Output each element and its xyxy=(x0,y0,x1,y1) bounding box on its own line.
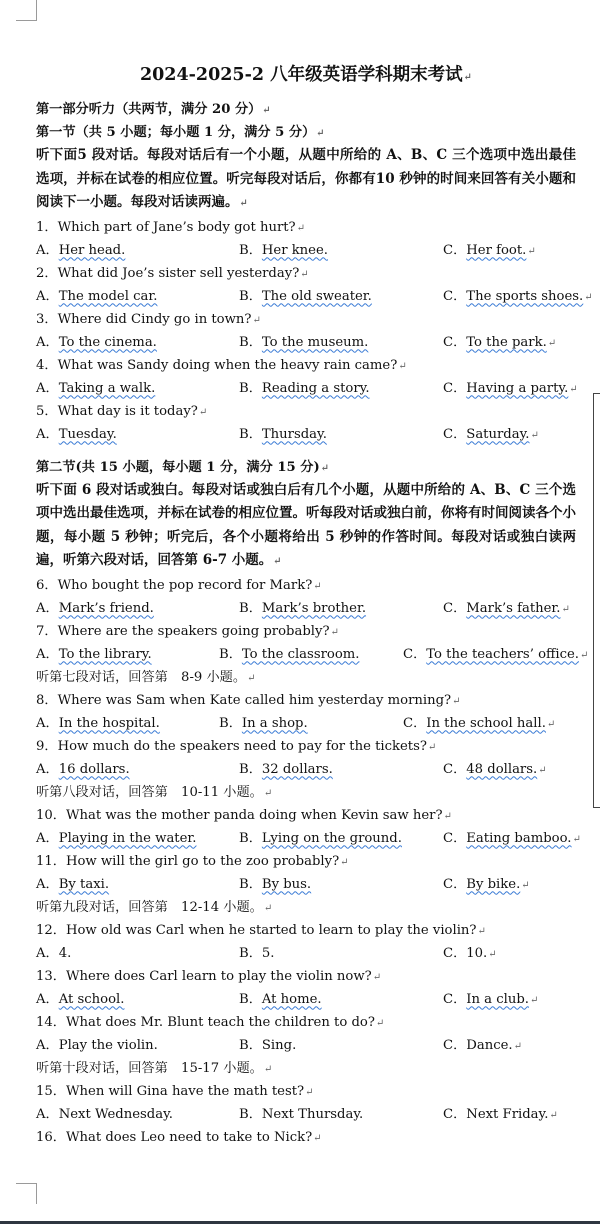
option-letter: C． xyxy=(443,991,467,1007)
question-text: What was Sandy doing when the heavy rain came? xyxy=(57,357,398,373)
option-text: Play the violin. xyxy=(58,1037,158,1053)
option-letter: C． xyxy=(443,876,467,892)
options-row xyxy=(36,423,576,446)
section1-instructions: 听下面5 段对话。每段对话后有一个小题，从题中所给的 A、B、C 三个选项中选出最佳选项，并标在试卷的相应位置。听完每段对话后，你都有10 秒钟的时间来回答有关小题和阅读下一小题。每段对话读两遍。↵ xyxy=(36,147,576,210)
option-b[interactable] xyxy=(239,873,311,896)
paragraph-mark: ↵ xyxy=(375,1017,385,1029)
question-stem xyxy=(36,308,576,331)
option-text: In a club. xyxy=(466,991,529,1007)
option-a[interactable] xyxy=(36,377,155,400)
paragraph-mark: ↵ xyxy=(572,833,581,845)
option-a[interactable] xyxy=(36,1103,173,1126)
option-letter: A． xyxy=(36,876,59,892)
question-number: 7． xyxy=(36,623,58,639)
option-text: The model car. xyxy=(58,288,158,304)
options-row xyxy=(36,873,576,896)
option-letter: A． xyxy=(36,600,59,616)
options-row xyxy=(36,239,576,262)
option-c[interactable] xyxy=(443,758,547,782)
question-number: 9． xyxy=(36,738,58,754)
paragraph-mark: ↵ xyxy=(252,314,261,326)
options-row xyxy=(36,827,581,850)
option-text: By bus. xyxy=(261,876,312,892)
option-letter: A． xyxy=(36,242,59,258)
question-number: 10． xyxy=(36,807,66,823)
question-stem xyxy=(36,919,576,942)
paragraph-mark: ↵ xyxy=(527,245,536,257)
option-letter: A． xyxy=(36,830,59,846)
option-text: In the hospital. xyxy=(58,715,160,731)
question-number: 2． xyxy=(36,265,58,281)
option-a[interactable] xyxy=(36,239,125,262)
option-letter: C． xyxy=(403,646,427,662)
option-text: Lying on the ground. xyxy=(261,830,402,846)
option-b[interactable] xyxy=(239,942,274,965)
question-stem xyxy=(36,400,576,423)
option-b[interactable] xyxy=(239,331,368,354)
paragraph-mark: ↵ xyxy=(305,1086,314,1098)
option-b[interactable] xyxy=(239,827,402,850)
question-text: What does Mr. Blunt teach the children to do? xyxy=(65,1014,375,1030)
option-text: To the cinema. xyxy=(58,334,157,350)
paragraph-mark: ↵ xyxy=(263,1063,273,1075)
option-letter: C． xyxy=(403,715,427,731)
paragraph-mark: ↵ xyxy=(296,222,306,234)
question-number: 12． xyxy=(36,922,66,938)
question-stem xyxy=(36,620,576,643)
option-c[interactable] xyxy=(443,827,581,851)
dialog-subheading xyxy=(36,781,576,804)
option-text: Taking a walk. xyxy=(58,380,156,396)
option-text: 48 dollars. xyxy=(466,761,538,777)
option-b[interactable] xyxy=(219,643,359,666)
option-letter: B． xyxy=(239,1106,262,1122)
option-b[interactable] xyxy=(239,988,322,1011)
option-letter: B． xyxy=(239,945,262,961)
options-row xyxy=(36,285,593,308)
option-letter: B． xyxy=(219,646,242,662)
part1-heading: 第一部分听力（共两节，满分 20 分）↵ xyxy=(36,102,271,117)
option-c[interactable] xyxy=(443,597,570,621)
option-letter: C． xyxy=(443,1037,467,1053)
option-text: Mark’s friend. xyxy=(58,600,154,616)
option-letter: A． xyxy=(36,646,59,662)
option-letter: C． xyxy=(443,242,467,258)
option-a[interactable] xyxy=(36,873,109,896)
option-c[interactable] xyxy=(443,239,536,263)
question-text: Who bought the pop record for Mark? xyxy=(57,577,313,593)
question-stem xyxy=(36,354,576,377)
option-c[interactable] xyxy=(443,285,593,309)
question-stem xyxy=(36,1080,576,1103)
option-letter: C． xyxy=(443,830,467,846)
option-text: Dance. xyxy=(466,1037,513,1053)
option-letter: A． xyxy=(36,334,59,350)
question-text: Where was Sam when Kate called him yesterday morning? xyxy=(57,692,452,708)
options-row xyxy=(36,1103,576,1126)
option-text: Her head. xyxy=(58,242,126,258)
option-a[interactable] xyxy=(36,988,124,1011)
options-row xyxy=(36,988,576,1011)
paragraph-mark: ↵ xyxy=(529,994,539,1006)
paragraph-mark: ↵ xyxy=(561,603,570,615)
margin-bracket-marker xyxy=(593,567,600,808)
option-letter: A． xyxy=(36,991,59,1007)
option-text: Reading a story. xyxy=(261,380,370,396)
question-number: 1． xyxy=(36,219,58,235)
question-block-section1 xyxy=(36,216,593,446)
option-text: 32 dollars. xyxy=(261,761,333,777)
option-c[interactable] xyxy=(443,988,538,1012)
option-a[interactable] xyxy=(36,827,196,850)
option-text: By taxi. xyxy=(58,876,110,892)
option-a[interactable] xyxy=(36,712,160,735)
options-row xyxy=(36,1034,576,1057)
option-letter: B． xyxy=(239,1037,262,1053)
option-b[interactable] xyxy=(239,597,366,620)
paragraph-mark: ↵ xyxy=(340,856,349,868)
paragraph-mark: ↵ xyxy=(263,787,273,799)
option-c[interactable] xyxy=(443,377,578,401)
question-stem xyxy=(36,1126,576,1149)
option-text: At home. xyxy=(261,991,322,1007)
question-text: What did Joe’s sister sell yesterday? xyxy=(57,265,300,281)
options-row xyxy=(36,377,576,400)
option-text: Her knee. xyxy=(261,242,328,258)
question-block-section2 xyxy=(36,574,589,1149)
question-number: 11． xyxy=(36,853,66,869)
option-letter: B． xyxy=(239,991,262,1007)
option-a[interactable] xyxy=(36,643,152,666)
options-row xyxy=(36,597,576,620)
question-text: What was the mother panda doing when Kevin saw her? xyxy=(65,807,443,823)
option-text: 4. xyxy=(58,945,72,961)
dialog-subheading-text: 听第八段对话，回答第 10-11 小题。 xyxy=(36,784,263,800)
question-stem xyxy=(36,689,576,712)
option-letter: A． xyxy=(36,761,59,777)
option-text: 16 dollars. xyxy=(58,761,130,777)
option-c[interactable] xyxy=(443,942,497,966)
question-text: Where are the speakers going probably? xyxy=(57,623,330,639)
question-text: When will Gina have the math test? xyxy=(65,1083,305,1099)
dialog-subheading-text: 听第七段对话，回答第 8-9 小题。 xyxy=(36,669,247,685)
option-text: Sing. xyxy=(261,1037,297,1053)
paragraph-mark: ↵ xyxy=(198,406,208,418)
option-text: Mark’s brother. xyxy=(261,600,367,616)
paragraph-mark: ↵ xyxy=(313,580,322,592)
option-text: Next Wednesday. xyxy=(58,1106,173,1122)
paragraph-mark: ↵ xyxy=(584,291,593,303)
paragraph-mark: ↵ xyxy=(538,764,547,776)
option-letter: C． xyxy=(443,761,467,777)
question-stem xyxy=(36,262,576,285)
exam-title: 2024-2025-2 八年级英语学科期末考试↵ xyxy=(139,65,473,85)
question-stem xyxy=(36,735,576,758)
question-stem xyxy=(36,574,576,597)
paragraph-mark: ↵ xyxy=(488,948,497,960)
option-text: The sports shoes. xyxy=(466,288,584,304)
paragraph-mark: ↵ xyxy=(313,1132,322,1144)
option-letter: B． xyxy=(239,830,262,846)
question-number: 15． xyxy=(36,1083,66,1099)
paragraph-mark: ↵ xyxy=(247,672,256,684)
paragraph-mark: ↵ xyxy=(300,268,309,280)
option-b[interactable] xyxy=(239,1103,363,1126)
option-b[interactable] xyxy=(239,423,327,446)
margin-bracket-marker xyxy=(593,393,600,574)
paragraph-mark: ↵ xyxy=(263,902,273,914)
dialog-subheading xyxy=(36,1057,576,1080)
option-a[interactable] xyxy=(36,758,130,781)
option-letter: B． xyxy=(219,715,242,731)
option-letter: A． xyxy=(36,380,59,396)
options-row xyxy=(36,331,576,354)
options-row xyxy=(36,643,589,666)
option-text: Next Friday. xyxy=(466,1106,549,1122)
option-text: By bike. xyxy=(466,876,521,892)
dialog-subheading xyxy=(36,896,576,919)
question-number: 6． xyxy=(36,577,58,593)
option-a[interactable] xyxy=(36,597,154,620)
option-letter: A． xyxy=(36,715,59,731)
paragraph-mark: ↵ xyxy=(549,1109,558,1121)
option-letter: B． xyxy=(239,380,262,396)
option-letter: C． xyxy=(443,288,467,304)
paragraph-mark: ↵ xyxy=(513,1040,522,1052)
option-b[interactable] xyxy=(219,712,308,735)
option-text: To the library. xyxy=(58,646,152,662)
option-letter: C． xyxy=(443,600,467,616)
paragraph-mark: ↵ xyxy=(521,879,530,891)
option-c[interactable] xyxy=(443,331,556,355)
paragraph-mark: ↵ xyxy=(330,626,339,638)
option-letter: A． xyxy=(36,426,59,442)
option-text: The old sweater. xyxy=(261,288,372,304)
question-number: 13． xyxy=(36,968,66,984)
option-text: To the museum. xyxy=(261,334,369,350)
option-letter: B． xyxy=(239,876,262,892)
option-text: Playing in the water. xyxy=(58,830,197,846)
option-c[interactable] xyxy=(443,873,530,897)
option-b[interactable] xyxy=(239,1034,296,1057)
options-row xyxy=(36,712,576,735)
question-text: Which part of Jane’s body got hurt? xyxy=(57,219,296,235)
option-b[interactable] xyxy=(239,285,372,308)
option-letter: A． xyxy=(36,288,59,304)
option-letter: C． xyxy=(443,334,467,350)
option-letter: C． xyxy=(443,945,467,961)
question-number: 8． xyxy=(36,692,58,708)
question-text: Where does Carl learn to play the violin now? xyxy=(65,968,372,984)
option-letter: B． xyxy=(239,600,262,616)
question-number: 16． xyxy=(36,1129,66,1145)
option-text: Having a party. xyxy=(466,380,569,396)
option-text: In a shop. xyxy=(241,715,308,731)
question-text: What day is it today? xyxy=(57,403,198,419)
option-c[interactable] xyxy=(403,643,588,667)
paragraph-mark: ↵ xyxy=(580,649,589,661)
option-text: To the classroom. xyxy=(241,646,360,662)
option-text: Her foot. xyxy=(466,242,527,258)
option-text: At school. xyxy=(58,991,125,1007)
option-c[interactable] xyxy=(403,712,555,736)
paragraph-mark: ↵ xyxy=(547,337,557,349)
option-c[interactable] xyxy=(443,1034,522,1058)
option-letter: C． xyxy=(443,1106,467,1122)
question-text: Where did Cindy go in town? xyxy=(57,311,252,327)
option-a[interactable] xyxy=(36,423,117,446)
exam-page xyxy=(36,60,593,1149)
question-stem xyxy=(36,850,576,873)
option-letter: B． xyxy=(239,426,262,442)
page-corner-top-left xyxy=(16,0,37,21)
page-corner-bottom-left xyxy=(16,1183,37,1204)
paragraph-mark: ↵ xyxy=(372,971,382,983)
option-a[interactable] xyxy=(36,331,157,354)
option-a[interactable] xyxy=(36,1034,158,1057)
question-text: How much do the speakers need to pay for the tickets? xyxy=(57,738,427,754)
question-text: How old was Carl when he started to learn to play the violin? xyxy=(65,922,477,938)
option-letter: C． xyxy=(443,426,467,442)
paragraph-mark: ↵ xyxy=(546,718,556,730)
question-number: 3． xyxy=(36,311,58,327)
question-text: What does Leo need to take to Nick? xyxy=(65,1129,313,1145)
option-c[interactable] xyxy=(443,1103,558,1127)
question-text: How will the girl go to the zoo probably? xyxy=(65,853,340,869)
option-letter: C． xyxy=(443,380,467,396)
option-letter: A． xyxy=(36,1106,59,1122)
option-text: Eating bamboo. xyxy=(466,830,572,846)
option-text: To the teachers’ office. xyxy=(426,646,579,662)
option-text: 10. xyxy=(466,945,488,961)
option-b[interactable] xyxy=(239,239,328,262)
question-stem xyxy=(36,965,576,988)
option-text: Saturday. xyxy=(466,426,530,442)
paragraph-mark: ↵ xyxy=(443,810,452,822)
option-a[interactable] xyxy=(36,942,71,965)
option-a[interactable] xyxy=(36,285,157,308)
question-stem xyxy=(36,804,576,827)
option-b[interactable] xyxy=(239,758,333,781)
paragraph-mark: ↵ xyxy=(452,695,461,707)
question-number: 4． xyxy=(36,357,58,373)
option-text: To the park. xyxy=(466,334,547,350)
paragraph-mark: ↵ xyxy=(398,360,407,372)
option-letter: B． xyxy=(239,761,262,777)
option-letter: A． xyxy=(36,1037,59,1053)
section1-heading: 第一节（共 5 小题；每小题 1 分，满分 5 分）↵ xyxy=(36,125,325,140)
option-text: Tuesday. xyxy=(58,426,117,442)
option-text: Thursday. xyxy=(261,426,327,442)
option-letter: A． xyxy=(36,945,59,961)
question-stem xyxy=(36,1011,576,1034)
option-text: In the school hall. xyxy=(426,715,546,731)
dialog-subheading xyxy=(36,666,576,689)
option-text: Next Thursday. xyxy=(261,1106,364,1122)
option-c[interactable] xyxy=(443,423,539,447)
option-text: Mark’s father. xyxy=(466,600,561,616)
question-stem xyxy=(36,216,576,239)
option-letter: B． xyxy=(239,334,262,350)
dialog-subheading-text: 听第十段对话，回答第 15-17 小题。 xyxy=(36,1060,263,1076)
option-letter: B． xyxy=(239,288,262,304)
dialog-subheading-text: 听第九段对话，回答第 12-14 小题。 xyxy=(36,899,263,915)
paragraph-mark: ↵ xyxy=(569,383,578,395)
option-text: 5. xyxy=(261,945,275,961)
section2-instructions: 听下面 6 段对话或独白。每段对话或独白后有几个小题，从题中所给的 A、B、C 三个选项中选出最佳选项，并标在试卷的相应位置。听每段对话或独白前，你将有时间阅读各个小题，每小题 5 秒钟；听完后，各个小题将给出 5 秒钟的作答时间。每段对话或独白读两遍，听第六段对话，回答第 6-7 小题。↵ xyxy=(36,481,576,568)
option-b[interactable] xyxy=(239,377,370,400)
options-row xyxy=(36,942,576,965)
paragraph-mark: ↵ xyxy=(427,741,437,753)
paragraph-mark: ↵ xyxy=(477,925,486,937)
question-number: 14． xyxy=(36,1014,66,1030)
question-number: 5． xyxy=(36,403,58,419)
paragraph-mark: ↵ xyxy=(530,429,539,441)
options-row xyxy=(36,758,576,781)
section2-heading: 第二节(共 15 小题，每小题 1 分，满分 15 分)↵ xyxy=(36,459,330,475)
option-letter: B． xyxy=(239,242,262,258)
